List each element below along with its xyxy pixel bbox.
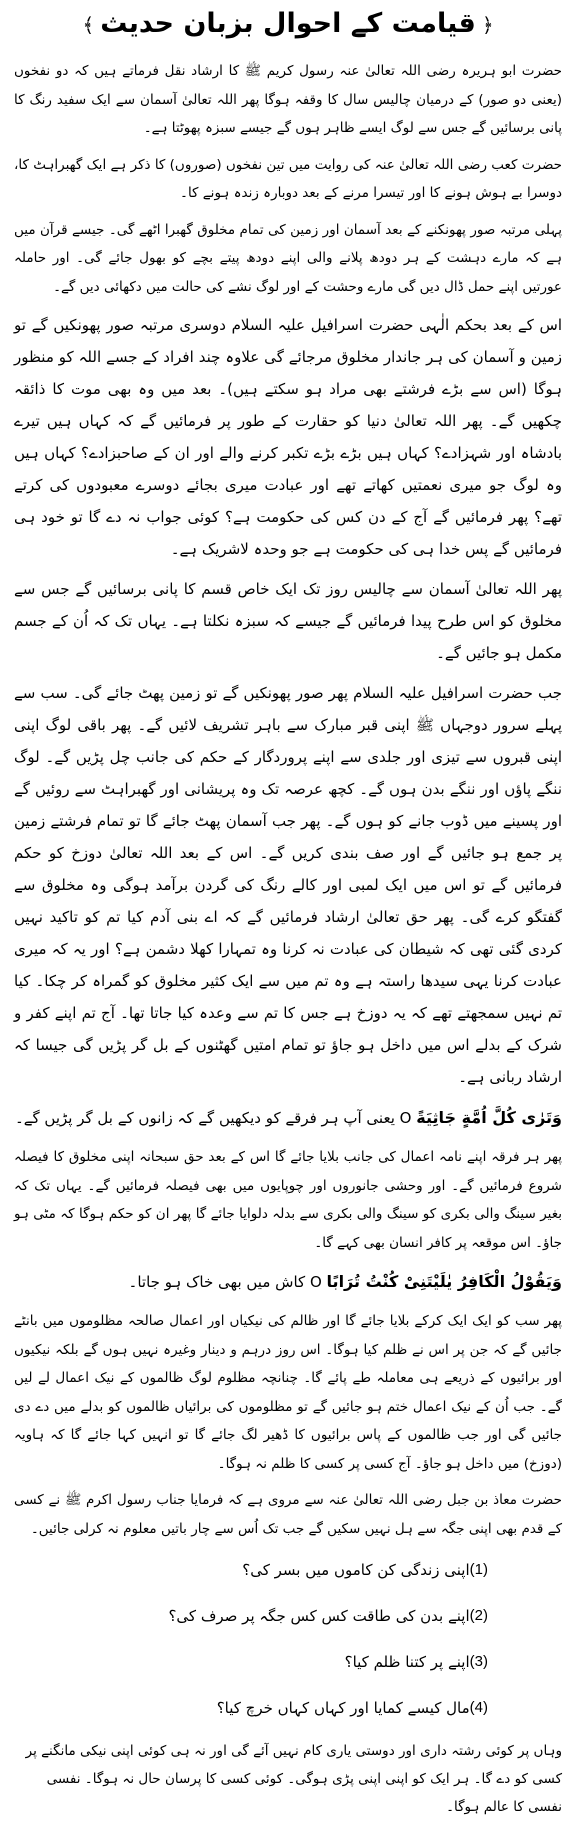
list-item-text: اپنے پر کتنا ظلم کیا؟ <box>344 1653 470 1671</box>
verse-arabic: وَیَقُوْلُ الْکَافِرُ یٰلَیْتَنِیْ کُنْتُ تُرَابًا <box>326 1272 562 1291</box>
paragraph-6: جب حضرت اسرافیل علیہ السلام پھر صور پھونکیں گے تو زمین پھٹ جائے گی۔ سب سے پہلے سرور دوجہاں ﷺ اپنی قبر مبارک سے باہر تشریف لائیں گے۔ پھر باقی لوگ اپنی اپنی قبروں سے تیزی اور جلدی سے اپنے پروردگار کے حکم کی جانب چل پڑیں گے۔ لوگ ننگے پاؤں اور ننگے بدن ہوں گے۔ کچھ عرصہ تک وہ پریشانی اور گھبراہٹ سے روئیں گے اور پسینے میں ڈوب جانے کو ہوں گے۔ پھر جب آسمان پھٹ جائے گا تو تمام فرشتے زمین پر جمع ہو جائیں گے اور صف بندی کریں گے۔ اس کے بعد اللہ تعالیٰ دوزخ کو حکم فرمائیں گے تو اس میں ایک لمبی اور کالے رنگ کی گردن برآمد ہوگی وہ مخلوق سے گفتگو کرے گی۔ پھر حق تعالیٰ ارشاد فرمائیں گے کہ اے بنی آدم کیا تم کو تاکید نہیں کردی گئی تھی کہ شیطان کی عبادت نہ کرنا وہ تمہارا کھلا دشمن ہے؟ اور یہ کہ میری عبادت کرنا یہی سیدھا راستہ ہے وہ تم میں سے ایک کثیر مخلوق کو گمراہ کر چکا۔ کیا تم نہیں سمجھتے تھے کہ یہ دوزخ ہے جس کا تم سے وعدہ کیا جاتا تھا۔ آج تم اپنے کفر و شرک کے بدلے اس میں داخل ہو جاؤ تو تمام امتیں گھٹنوں کے بل گر پڑیں گی جیسا کہ ارشاد ربانی ہے۔ <box>14 684 562 1086</box>
verse-end-marker-icon: O <box>309 1273 322 1291</box>
paragraph-4: اس کے بعد بحکم الٰہی حضرت اسرافیل علیہ السلام دوسری مرتبہ صور پھونکیں گے تو زمین و آسمان کی ہر جاندار مخلوق مرجائے گی علاوہ چند افراد کے جسے اللہ کو منظور ہوگا (اس سے بڑے فرشتے بھی مراد ہو سکتے ہیں)۔ بعد میں وہ بھی موت کا ذائقہ چکھیں گے۔ پھر اللہ تعالیٰ دنیا کو حقارت کے طور پر فرمائیں گے کہ کہاں ہیں تیرے بادشاہ اور شہزادے؟ کہاں ہیں بڑے بڑے تکبر کرنے والے اور ان کے صاحبزادے؟ کہاں ہیں وہ لوگ جو میری نعمتیں کھاتے تھے اور عبادت میری بجائے دوسرے معبودوں کی کرتے تھے؟ پھر فرمائیں گے آج کے دن کس کی حکومت ہے؟ کوئی جواب نہ دے گا تو خود ہی فرمائیں گے پس خدا ہی کی حکومت ہے جو وحدہ لاشریک ہے۔ <box>14 316 562 558</box>
list-item-text: اپنی زندگی کن کاموں میں بسر کی؟ <box>242 1561 470 1579</box>
verse-translation: کاش میں بھی خاک ہو جاتا۔ <box>128 1273 306 1291</box>
paragraph-7: پھر ہر فرقہ اپنے نامہ اعمال کی جانب بلایا جائے گا اس کے بعد حق سبحانہ اپنی مخلوق کا فیصلہ شروع فرمائیں گے۔ اور وحشی جانوروں اور چوپایوں میں بھی فیصلہ فرمائیں گے۔ یہاں تک کہ بغیر سینگ والی بکری کو سینگ والی بکری سے بدلہ دلوایا جائے گا پھر ان کو حکم ہوگا کہ مٹی ہو جاؤ۔ اس موقعہ پر کافر انسان بھی کہے گا۔ <box>14 1149 562 1251</box>
list-item <box>14 1597 502 1635</box>
closing-paragraph: وہاں پر کوئی رشتہ داری اور دوستی یاری کام نہیں آئے گی اور نہ ہی کوئی اپنی نیکی مانگنے پر کسی کو دے گا۔ ہر ایک کو اپنی اپنی پڑی ہوگی۔ کوئی کسی کا پرسان حال نہ ہوگا۔ نفسی نفسی کا عالم ہوگا۔ <box>25 1743 562 1815</box>
list-item-number: (2) <box>469 1607 488 1624</box>
list-item-number: (1) <box>469 1561 488 1578</box>
list-item-text: مال کیسے کمایا اور کہاں کہاں خرچ کیا؟ <box>216 1699 470 1717</box>
left-ornament-icon: ﴿ <box>481 13 494 37</box>
paragraph-3: پہلی مرتبہ صور پھونکنے کے بعد آسمان اور زمین کی تمام مخلوق گھبرا اٹھے گی۔ جیسے قرآن میں ہے کہ مارے دہشت کے ہر دودھ پلانے والی اپنے دودھ پیتے بچے کو بھول جائے گی۔ اور حاملہ عورتیں اپنے حمل ڈال دیں گی مارے وحشت کے اور لوگ نشے کی حالت میں دکھائی دیں گے۔ <box>14 221 562 295</box>
list-item <box>14 1551 502 1589</box>
article-title-text: قیامت کے احوال بزبان حدیث <box>100 8 476 39</box>
verse-translation: یعنی آپ ہر فرقے کو دیکھیں گے کہ زانوں کے بل گر پڑیں گے۔ <box>14 1109 395 1127</box>
paragraph-1: حضرت ابو ہریرہ رضی اللہ تعالیٰ عنہ رسول کریم ﷺ کا ارشاد نقل فرماتے ہیں کہ دو نفخوں (یعنی دو صور) کے درمیان چالیس سال کا وقفہ ہوگا پھر اللہ تعالیٰ آسمان سے ایک سفید رنگ کا پانی برسائیں گے جس سے لوگ ایسے ظاہر ہوں گے جیسے سبزہ پھوٹتا ہے۔ <box>14 63 562 136</box>
list-item-number: (4) <box>469 1699 488 1716</box>
verse-arabic: وَتَرٰی کُلَّ اُمَّةٍ جَاثِیَةً <box>416 1108 562 1127</box>
list-item <box>14 1643 502 1681</box>
paragraph-8: پھر سب کو ایک ایک کرکے بلایا جائے گا اور ظالم کی نیکیاں اور اعمال صالحہ مظلوموں میں بانٹے جائیں گے کہ جن پر اس نے ظلم کیا ہوگا۔ اس روز درہم و دینار وغیرہ نہیں ہوں گے بلکہ نیکیوں اور برائیوں کے ذریعے ہی معاملہ طے پائے گا۔ چنانچہ مظلوم لوگ ظالموں کے نیک اعمال لے لیں گے۔ جب اُن کے نیک اعمال ختم ہو جائیں گے تو مظلوموں کی برائیاں ظالموں کو بدلے میں دے دی جائیں گی اور جب ظالموں کے پاس برائیوں کا ڈھیر لگ جائے گا تو انہیں کہا جائے گا کہ ہاویہ (دوزخ) میں داخل ہو جاؤ۔ آج کسی پر کسی کا ظلم نہ ہوگا۔ <box>14 1313 562 1472</box>
list-item-text: اپنے بدن کی طاقت کس کس جگہ پر صرف کی؟ <box>168 1607 470 1625</box>
paragraph-5: پھر اللہ تعالیٰ آسمان سے چالیس روز تک ایک خاص قسم کا پانی برسائیں گے جس سے مخلوق کو اس طرح پیدا فرمائیں گے جیسے کہ سبزہ نکلتا ہے۔ یہاں تک کہ اُن کے جسم مکمل ہو جائیں گے۔ <box>14 580 562 662</box>
quran-verse-2 <box>14 1265 562 1299</box>
list-item <box>14 1689 502 1727</box>
list-item-number: (3) <box>469 1653 488 1670</box>
verse-end-marker-icon: O <box>399 1109 412 1127</box>
quran-verse-1 <box>14 1101 562 1135</box>
paragraph-9: حضرت معاذ بن جبل رضی اللہ تعالیٰ عنہ سے مروی ہے کہ فرمایا جناب رسول اکرم ﷺ نے کسی کے قدم بھی اپنی جگہ سے ہل نہیں سکیں گے جب تک اُس سے چار باتیں معلوم نہ کرلی جائیں۔ <box>14 1492 562 1537</box>
article-title <box>14 6 562 43</box>
four-questions-list <box>14 1551 562 1727</box>
right-ornament-icon: ﴾ <box>82 13 95 37</box>
paragraph-2: حضرت کعب رضی اللہ تعالیٰ عنہ کی روایت میں تین نفخوں (صوروں) کا ذکر ہے ایک گھبراہٹ کا، دوسرا بے ہوش ہونے کا اور تیسرا مرنے کے بعد دوبارہ زندہ ہونے کا۔ <box>14 156 562 201</box>
